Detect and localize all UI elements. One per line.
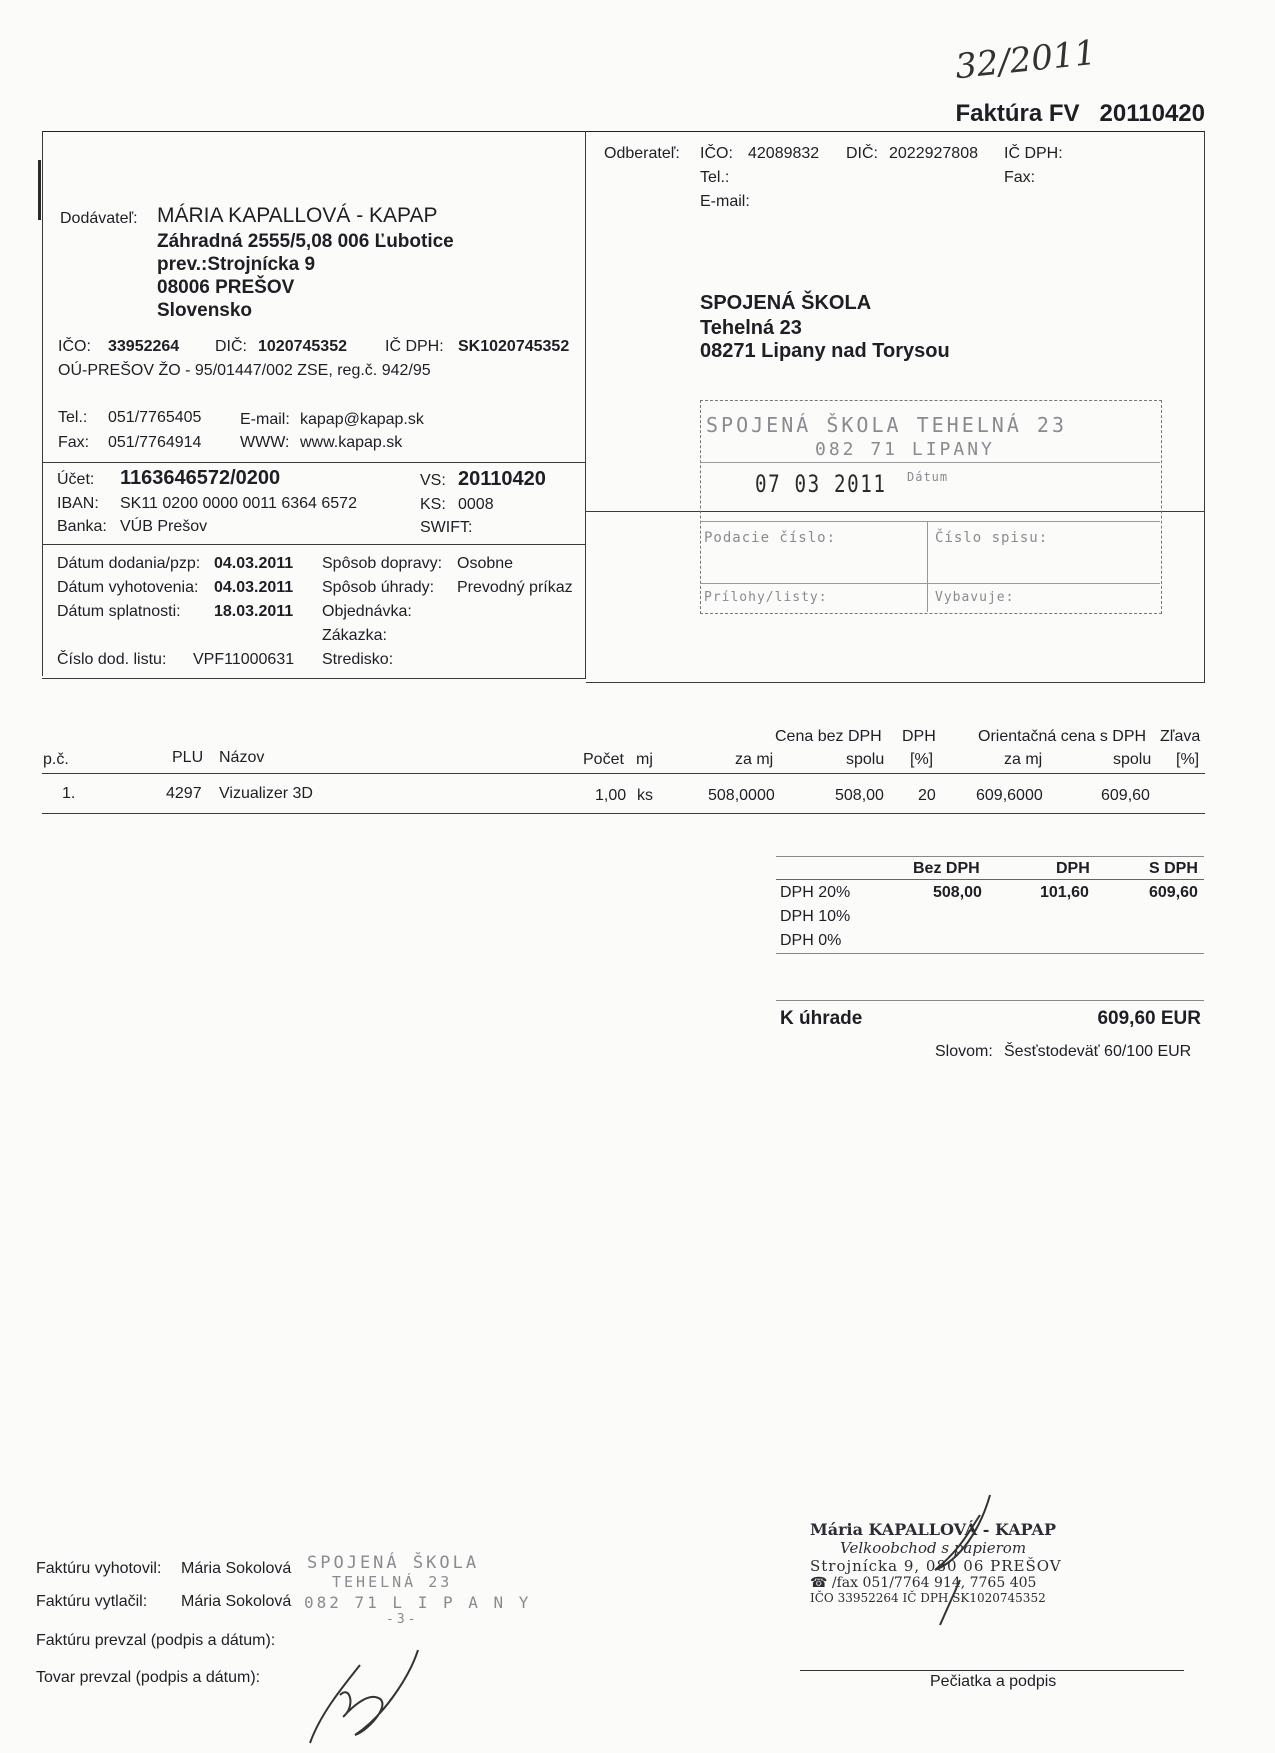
- due-date: 18.03.2011: [214, 603, 294, 620]
- job-label: Zákazka:: [322, 627, 387, 644]
- company-stamp-line-5: IČO 33952264 IČ DPH SK1020745352: [810, 1591, 1046, 1605]
- supplier-name: MÁRIA KAPALLOVÁ - KAPAP: [157, 204, 438, 227]
- ks-label: KS:: [420, 496, 446, 513]
- seal-line: [800, 1670, 1184, 1671]
- header-pct: [%]: [910, 751, 934, 768]
- box-top-line: [42, 131, 1205, 132]
- vat-row-label: DPH 10%: [780, 908, 851, 925]
- item-price-total: 508,00: [835, 787, 884, 804]
- customer-street: Tehelná 23: [700, 317, 802, 339]
- school-stamp-line-3: 082 71 L I P A N Y: [304, 1593, 532, 1612]
- header-orient: Orientačná cena s DPH: [978, 728, 1147, 745]
- payment-value: Prevodný príkaz: [457, 579, 573, 596]
- ks-value: 0008: [458, 496, 494, 513]
- issued-by: Mária Sokolová: [181, 1560, 292, 1577]
- customer-dic-label: DIČ:: [846, 145, 878, 162]
- company-stamp-line-3: Strojnícka 9, 080 06 PREŠOV: [810, 1557, 1062, 1575]
- vs-value: 20110420: [458, 468, 546, 490]
- customer-ico: 42089832: [748, 145, 820, 162]
- item-pc: 1.: [62, 785, 76, 802]
- total-words: Šesťstodeväť 60/100 EUR: [1004, 1043, 1192, 1060]
- delivery-note: VPF11000631: [193, 651, 295, 668]
- supplier-fax-label: Fax:: [58, 434, 90, 451]
- printed-by-label: Faktúru vytlačil:: [36, 1593, 148, 1610]
- receipt-stamp-line-1: [700, 462, 1160, 463]
- school-stamp-line-1: SPOJENÁ ŠKOLA: [307, 1553, 480, 1573]
- bank-name: VÚB Prešov: [120, 518, 208, 535]
- vs-label: VS:: [420, 472, 446, 489]
- delivery-date-label: Dátum dodania/pzp:: [57, 555, 201, 572]
- header-nazov: Názov: [219, 749, 265, 766]
- header-za-mj: za mj: [735, 751, 774, 768]
- payment-label: Spôsob úhrady:: [322, 579, 435, 596]
- issued-by-label: Faktúru vyhotovil:: [36, 1560, 162, 1577]
- receipt-stamp-vline: [927, 521, 928, 612]
- vat-head-line: [776, 879, 1204, 880]
- company-stamp-line-2: Velkoobchod s papierom: [840, 1539, 1027, 1557]
- swift-label: SWIFT:: [420, 519, 473, 536]
- supplier-fax: 051/7764914: [108, 434, 202, 451]
- due-date-label: Dátum splatnosti:: [57, 603, 181, 620]
- items-bottom-line: [42, 813, 1205, 814]
- iban-value: SK11 0200 0000 0011 6364 6572: [120, 495, 357, 512]
- handwritten-reference: 32/2011: [953, 32, 1098, 88]
- delivery-note-label: Číslo dod. listu:: [57, 651, 167, 668]
- vat-row-label: DPH 0%: [780, 932, 842, 949]
- item-unit: ks: [637, 787, 653, 804]
- goods-received-label: Tovar prevzal (podpis a dátum):: [36, 1669, 261, 1686]
- header-pc: p.č.: [43, 751, 69, 768]
- vat-head-dph: DPH: [1056, 860, 1090, 877]
- header-cena-bez: Cena bez DPH: [775, 728, 882, 745]
- item-count: 1,00: [595, 787, 627, 804]
- vat-row-bez: 508,00: [933, 884, 982, 901]
- supplier-country: Slovensko: [157, 300, 253, 321]
- vat-row-dph: 101,60: [1040, 884, 1089, 901]
- receipt-stamp-line-3: [700, 583, 1160, 584]
- bank-name-label: Banka:: [57, 518, 107, 535]
- invoice-title: [955, 100, 1205, 128]
- vat-summary-top-line: [776, 856, 1204, 857]
- issue-date: 04.03.2011: [214, 579, 294, 596]
- vat-summary-bottom-line: [776, 953, 1204, 954]
- header-pct-2: [%]: [1176, 751, 1200, 768]
- supplier-tel-label: Tel.:: [58, 409, 88, 426]
- vat-head-s: S DPH: [1149, 860, 1198, 877]
- supplier-address-3: 08006 PREŠOV: [157, 277, 295, 298]
- receipt-prilohy-label: Prílohy/listy:: [704, 590, 828, 605]
- box-left-line: [42, 131, 43, 676]
- left-bottom-line: [42, 678, 586, 679]
- account-number: 1163646572/0200: [120, 467, 281, 489]
- supplier-www-label: WWW:: [240, 434, 290, 451]
- supplier-register: OÚ-PREŠOV ŽO - 95/01447/002 ZSE, reg.č. 942/95: [58, 362, 431, 379]
- customer-tel-label: Tel.:: [700, 169, 730, 186]
- customer-label: Odberateľ:: [604, 145, 680, 162]
- header-plu: PLU: [172, 749, 204, 766]
- supplier-dic-label: DIČ:: [215, 338, 247, 355]
- customer-email-label: E-mail:: [700, 193, 750, 210]
- pen-mark: [38, 160, 41, 220]
- center-label: Stredisko:: [322, 651, 394, 668]
- supplier-icdph: SK1020745352: [458, 338, 570, 355]
- supplier-email: kapap@kapap.sk: [300, 411, 424, 428]
- invoice-received-label: Faktúru prevzal (podpis a dátum):: [36, 1632, 276, 1649]
- supplier-label: Dodávateľ:: [60, 210, 138, 227]
- receipt-stamp-date: 07 03 2011: [755, 470, 887, 498]
- vat-head-bez: Bez DPH: [913, 860, 980, 877]
- item-price-unit: 508,0000: [708, 787, 775, 804]
- school-stamp-line-4: -3-: [386, 1612, 419, 1627]
- customer-fax-label: Fax:: [1004, 169, 1036, 186]
- header-spolu: spolu: [846, 751, 885, 768]
- supplier-dic: 1020745352: [258, 338, 347, 355]
- school-stamp-line-2: TEHELNÁ 23: [332, 1573, 453, 1591]
- printed-by: Mária Sokolová: [181, 1593, 292, 1610]
- item-name: Vizualizer 3D: [219, 785, 313, 802]
- receipt-spis-label: Číslo spisu:: [935, 530, 1049, 546]
- receipt-stamp-datum-label: Dátum: [907, 470, 949, 484]
- supplier-bank-divider: [42, 462, 586, 463]
- total-value: 609,60 EUR: [1097, 1008, 1201, 1029]
- header-pocet: Počet: [583, 751, 624, 768]
- header-dph: DPH: [902, 728, 936, 745]
- recipient-signature: [300, 1635, 430, 1750]
- total-words-label: Slovom:: [935, 1043, 993, 1060]
- supplier-tel: 051/7765405: [108, 409, 202, 426]
- customer-dic: 2022927808: [889, 145, 978, 162]
- total-top-line: [776, 1000, 1204, 1001]
- company-signature: [930, 1490, 1010, 1630]
- receipt-podacie-label: Podacie číslo:: [704, 530, 837, 546]
- receipt-stamp-school: SPOJENÁ ŠKOLA TEHELNÁ 23: [706, 413, 1067, 437]
- supplier-email-label: E-mail:: [240, 411, 290, 428]
- bank-dates-divider: [42, 544, 586, 545]
- delivery-date: 04.03.2011: [214, 555, 294, 572]
- vat-row-label: DPH 20%: [780, 884, 851, 901]
- box-middle-line: [585, 131, 586, 679]
- vat-row-s: 609,60: [1149, 884, 1198, 901]
- supplier-www: www.kapap.sk: [300, 434, 403, 451]
- header-za-mj-s: za mj: [1004, 751, 1043, 768]
- header-mj: mj: [636, 751, 653, 768]
- supplier-address-2: prev.:Strojnícka 9: [157, 254, 316, 275]
- invoice-title-label: Faktúra FV: [955, 100, 1080, 127]
- header-zlava: Zľava: [1160, 728, 1201, 745]
- issue-date-label: Dátum vyhotovenia:: [57, 579, 199, 596]
- customer-name: SPOJENÁ ŠKOLA: [700, 292, 872, 314]
- supplier-ico: 33952264: [108, 338, 180, 355]
- account-label: Účet:: [57, 471, 95, 488]
- receipt-stamp-line-2: [700, 521, 1160, 522]
- customer-city: 08271 Lipany nad Torysou: [700, 340, 950, 362]
- iban-label: IBAN:: [57, 495, 99, 512]
- item-plu: 4297: [166, 785, 202, 802]
- invoice-number: 20110420: [1099, 100, 1205, 127]
- company-stamp-line-1: Mária KAPALLOVÁ - KAPAP: [810, 1520, 1056, 1539]
- items-header-line: [42, 773, 1205, 774]
- order-label: Objednávka:: [322, 603, 412, 620]
- item-vat-rate: 20: [918, 787, 936, 804]
- company-stamp-line-4: ☎ /fax 051/7764 914, 7765 405: [810, 1575, 1037, 1591]
- supplier-address-1: Záhradná 2555/5,08 006 Ľubotice: [157, 231, 454, 252]
- item-price-total-vat: 609,60: [1101, 787, 1150, 804]
- receipt-vybavuje-label: Vybavuje:: [935, 590, 1015, 605]
- supplier-ico-label: IČO:: [58, 338, 91, 355]
- supplier-icdph-label: IČ DPH:: [385, 338, 444, 355]
- transport-label: Spôsob dopravy:: [322, 555, 443, 572]
- item-price-unit-vat: 609,6000: [976, 787, 1043, 804]
- box-right-line: [1204, 131, 1205, 683]
- total-label: K úhrade: [780, 1008, 863, 1029]
- customer-ico-label: IČO:: [700, 145, 733, 162]
- transport-value: Osobne: [457, 555, 514, 572]
- seal-label: Pečiatka a podpis: [930, 1673, 1057, 1690]
- receipt-stamp-city: 082 71 LIPANY: [815, 439, 995, 460]
- header-spolu-s: spolu: [1113, 751, 1152, 768]
- right-bottom-line: [586, 682, 1205, 683]
- customer-icdph-label: IČ DPH:: [1004, 145, 1063, 162]
